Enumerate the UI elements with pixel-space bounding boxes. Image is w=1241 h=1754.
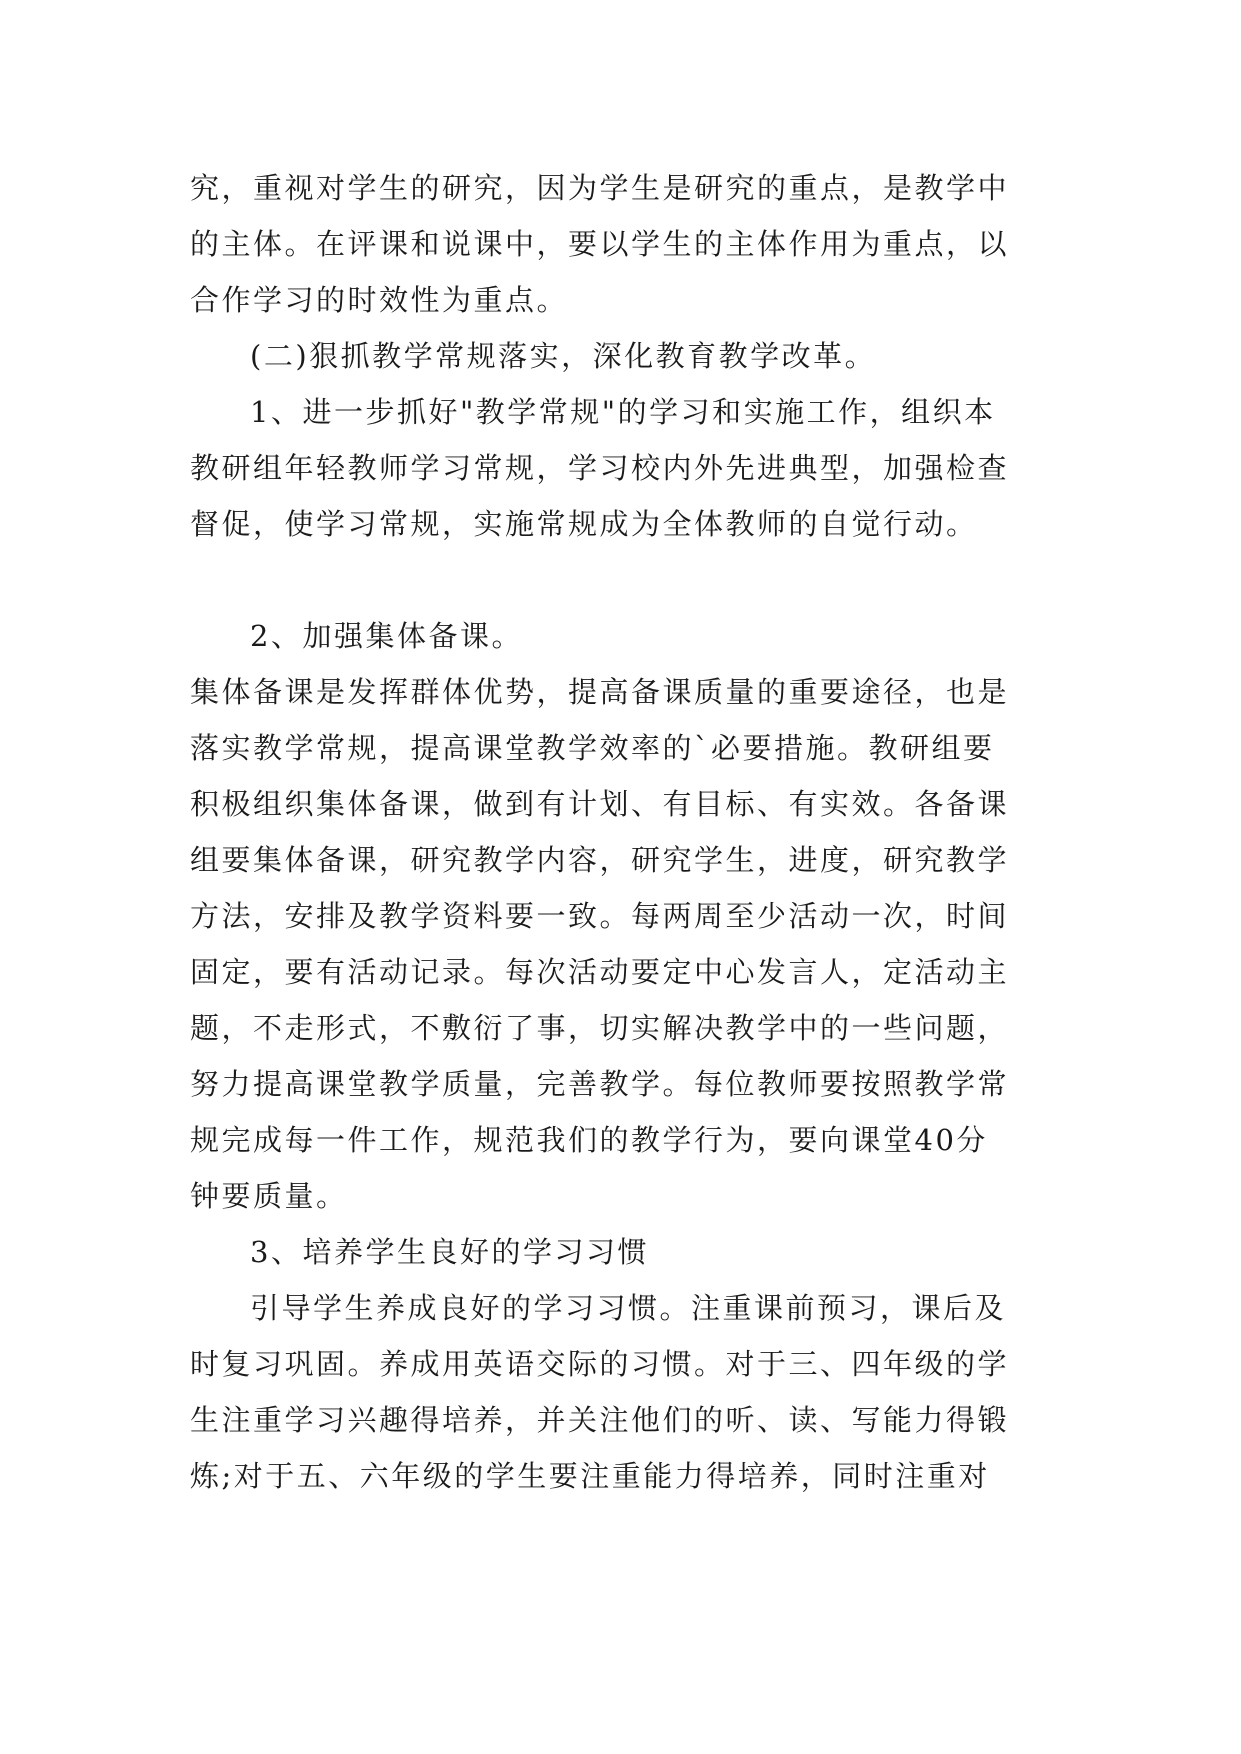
subsection-heading: 2、加强集体备课。 — [250, 619, 523, 653]
text-line: 方法，安排及教学资料要一致。每两周至少活动一次，时间 — [190, 899, 1010, 933]
text-line: 钟要质量。 — [190, 1179, 348, 1213]
text-line: 规完成每一件工作，规范我们的教学行为，要向课堂40分 — [190, 1123, 988, 1157]
text-line: 落实教学常规，提高课堂教学效率的`必要措施。教研组要 — [190, 731, 995, 765]
text-line: 督促，使学习常规，实施常规成为全体教师的自觉行动。 — [190, 507, 978, 541]
subsection-heading: 3、培养学生良好的学习习惯 — [250, 1235, 649, 1269]
section-heading: (二)狠抓教学常规落实，深化教育教学改革。 — [250, 339, 877, 373]
text-line: 合作学习的时效性为重点。 — [190, 283, 569, 317]
text-line: 的主体。在评课和说课中，要以学生的主体作用为重点，以 — [190, 227, 1010, 261]
text-line: 题，不走形式，不敷衍了事，切实解决教学中的一些问题， — [190, 1011, 1010, 1045]
paragraph-gap — [190, 552, 1060, 608]
text-line: 积极组织集体备课，做到有计划、有目标、有实效。各备课 — [190, 787, 1010, 821]
document-body — [190, 160, 1060, 1504]
text-line: 炼;对于五、六年级的学生要注重能力得培养，同时注重对 — [190, 1459, 990, 1493]
text-line: 1、进一步抓好"教学常规"的学习和实施工作，组织本 — [250, 395, 996, 429]
text-line: 引导学生养成良好的学习习惯。注重课前预习，课后及 — [250, 1291, 1007, 1325]
text-line: 组要集体备课，研究教学内容，研究学生，进度，研究教学 — [190, 843, 1010, 877]
text-line: 生注重学习兴趣得培养，并关注他们的听、读、写能力得锻 — [190, 1403, 1010, 1437]
text-line: 究，重视对学生的研究，因为学生是研究的重点，是教学中 — [190, 171, 1010, 205]
text-line: 固定，要有活动记录。每次活动要定中心发言人，定活动主 — [190, 955, 1010, 989]
text-line: 努力提高课堂教学质量，完善教学。每位教师要按照教学常 — [190, 1067, 1010, 1101]
text-line: 教研组年轻教师学习常规，学习校内外先进典型，加强检查 — [190, 451, 1010, 485]
text-line: 时复习巩固。养成用英语交际的习惯。对于三、四年级的学 — [190, 1347, 1010, 1381]
text-line: 集体备课是发挥群体优势，提高备课质量的重要途径，也是 — [190, 675, 1010, 709]
